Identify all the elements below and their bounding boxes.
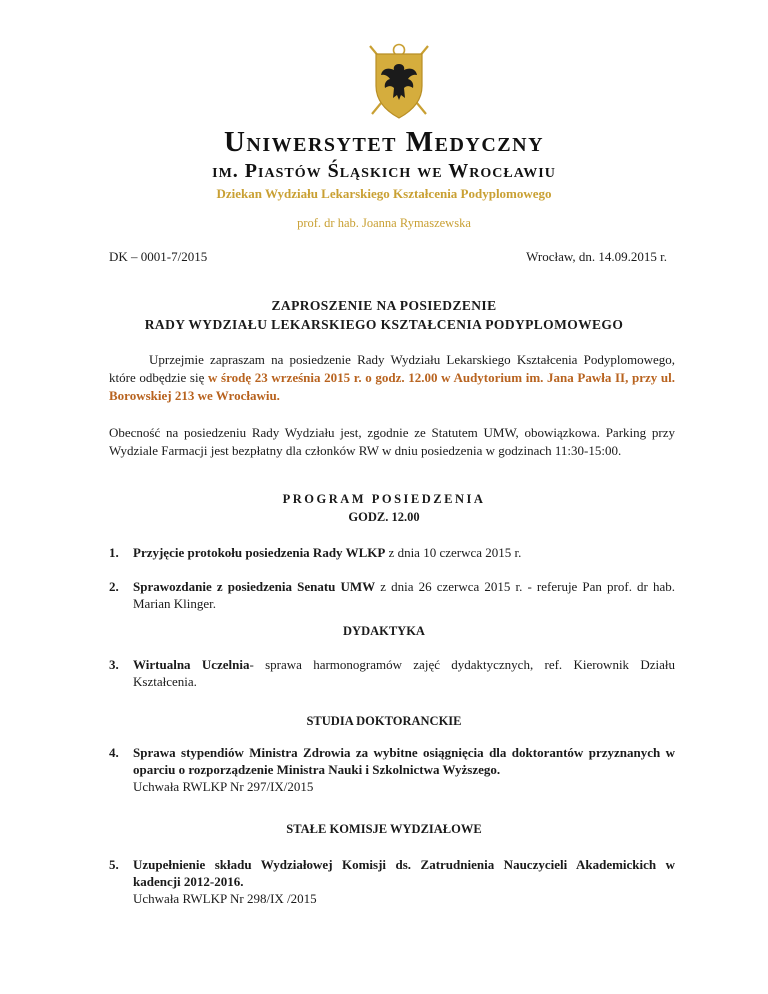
meeting-details: w środę 23 września 2015 r. o godz. 12.00 w Audytorium im. Jana Pawła II, przy ul. Borowskiej 213 we Wrocławiu. bbox=[109, 370, 675, 403]
invitation-subtitle: RADY WYDZIAŁU LEKARSKIEGO KSZTAŁCENIA PODYPLOMOWEGO bbox=[144, 317, 624, 332]
university-name: Uniwersytet Medyczny bbox=[223, 126, 545, 158]
agenda-item-1 bbox=[109, 544, 675, 561]
invitation-title: ZAPROSZENIE NA POSIEDZENIE bbox=[271, 298, 497, 313]
agenda-item-2 bbox=[109, 578, 675, 612]
intro-text: Uprzejmie zapraszam na posiedzenie Rady Wydziału Lekarskiego Kształcenia Podyplomowego, które odbędzie się bbox=[109, 352, 675, 385]
attendance-notice: Obecność na posiedzeniu Rady Wydziału jest, zgodnie ze Statutem UMW, obowiązkowa. Parking przy Wydziale Farmacji jest bezpłatny dla członków RW w dniu posiedzenia w godzinach 11:30-15:00. bbox=[109, 425, 675, 458]
item-detail: z dnia 26 czerwca 2015 r. - referuje Pan prof. dr hab. Marian Klinger. bbox=[133, 579, 675, 611]
section-dydaktyka: DYDAKTYKA bbox=[343, 624, 425, 638]
item-title: Wirtualna Uczelnia bbox=[133, 657, 250, 672]
reference-number: DK – 0001-7/2015 bbox=[109, 249, 208, 264]
item-title: Sprawozdanie z posiedzenia Senatu UMW bbox=[133, 579, 376, 594]
item-number: 3. bbox=[109, 657, 119, 672]
agenda-item-3 bbox=[109, 656, 675, 690]
item-resolution: Uchwała RWLKP Nr 297/IX/2015 bbox=[133, 779, 314, 794]
item-number: 2. bbox=[109, 579, 119, 594]
agenda-item-5 bbox=[109, 856, 675, 907]
program-heading: PROGRAM POSIEDZENIA bbox=[282, 492, 486, 506]
item-detail: - sprawa harmonogramów zajęć dydaktycznych, ref. Kierownik Działu Kształcenia. bbox=[133, 657, 675, 689]
university-subtitle: im. Piastów Śląskich we Wrocławiu bbox=[212, 160, 556, 182]
intro-paragraph bbox=[109, 351, 675, 405]
program-time: GODZ. 12.00 bbox=[348, 510, 420, 524]
section-stale-komisje: STAŁE KOMISJE WYDZIAŁOWE bbox=[286, 822, 482, 836]
place-date: Wrocław, dn. 14.09.2015 r. bbox=[526, 249, 667, 264]
item-number: 4. bbox=[109, 745, 119, 760]
dean-title: Dziekan Wydziału Lekarskiego Kształcenia Podyplomowego bbox=[216, 186, 552, 201]
university-crest-logo bbox=[364, 40, 434, 122]
item-title: Sprawa stypendiów Ministra Zdrowia za wybitne osiągnięcia dla doktorantów przyznanych w oparciu o rozporządzenie Ministra Nauki i Szkolnictwa Wyższego. bbox=[133, 745, 675, 777]
item-detail: z dnia 10 czerwca 2015 r. bbox=[385, 545, 522, 560]
item-number: 1. bbox=[109, 545, 119, 560]
agenda-item-4 bbox=[109, 744, 675, 795]
dean-name: prof. dr hab. Joanna Rymaszewska bbox=[297, 216, 471, 230]
item-title: Przyjęcie protokołu posiedzenia Rady WLKP bbox=[133, 545, 386, 560]
item-title: Uzupełnienie składu Wydziałowej Komisji ds. Zatrudnienia Nauczycieli Akademickich w kadencji 2012-2016. bbox=[133, 857, 675, 889]
section-studia-doktoranckie: STUDIA DOKTORANCKIE bbox=[306, 714, 462, 728]
item-resolution: Uchwała RWLKP Nr 298/IX /2015 bbox=[133, 891, 317, 906]
item-number: 5. bbox=[109, 857, 119, 872]
